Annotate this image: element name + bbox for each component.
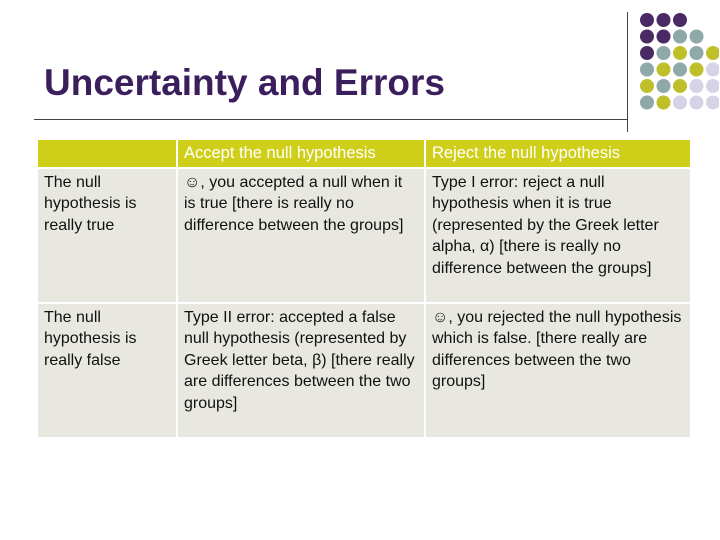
decor-dot: [640, 46, 654, 60]
decor-dot: [640, 30, 654, 44]
table-header-row: [37, 139, 691, 168]
decor-dot: [673, 63, 687, 77]
decor-dot: [690, 63, 704, 77]
slide-title: Uncertainty and Errors: [44, 62, 445, 103]
title-underline: [34, 119, 628, 120]
decor-dot: [673, 46, 687, 60]
decor-dot: [640, 63, 654, 77]
decor-dot: [640, 79, 654, 93]
decor-dot: [690, 30, 704, 44]
cell-true-accept: [177, 168, 425, 303]
row-label-false: The null hypothesis is really false: [37, 303, 177, 438]
cell-false-accept: Type II error: accepted a false null hypothesis (represented by Greek letter beta, β) [there really are differences between the two groups]: [177, 303, 425, 438]
decor-dot: [657, 30, 671, 44]
decor-dot: [640, 96, 654, 110]
decor-dot: [673, 30, 687, 44]
dot-grid-svg: [639, 12, 719, 122]
decor-dot: [657, 46, 671, 60]
table-row: [37, 168, 691, 303]
vertical-divider-line: [627, 12, 628, 132]
smiley-face-icon: ☺: [184, 173, 201, 191]
cell-true-reject: Type I error: reject a null hypothesis when it is true (represented by the Greek letter alpha, α) [there is really no difference between the groups]: [425, 168, 691, 303]
row-label-true: The null hypothesis is really true: [37, 168, 177, 303]
decor-dot: [657, 63, 671, 77]
decor-dot: [690, 46, 704, 60]
decor-dot: [657, 79, 671, 93]
header-accept: Accept the null hypothesis: [177, 139, 425, 168]
smiley-face-icon: ☺: [432, 308, 449, 326]
table-row: [37, 303, 691, 438]
decor-dot: [706, 63, 719, 77]
decor-dot: [673, 13, 687, 27]
decor-dot: [673, 79, 687, 93]
decor-dot: [657, 13, 671, 27]
dot-grid-decoration: [639, 12, 719, 122]
hypothesis-error-table: [36, 138, 692, 439]
decor-dot: [690, 96, 704, 110]
decor-dot: [706, 46, 719, 60]
cell-true-accept-text: , you accepted a null when it is true [there is really no difference between the groups]: [184, 173, 404, 234]
cell-false-reject-text: , you rejected the null hypothesis which is false. [there really are differences between the two groups]: [432, 308, 682, 390]
decor-dot: [673, 96, 687, 110]
decor-dot: [706, 96, 719, 110]
header-reject: Reject the null hypothesis: [425, 139, 691, 168]
decor-dot: [706, 79, 719, 93]
header-empty-cell: [37, 139, 177, 168]
cell-false-reject: [425, 303, 691, 438]
decor-dot: [690, 79, 704, 93]
decor-dot: [640, 13, 654, 27]
decor-dot: [657, 96, 671, 110]
